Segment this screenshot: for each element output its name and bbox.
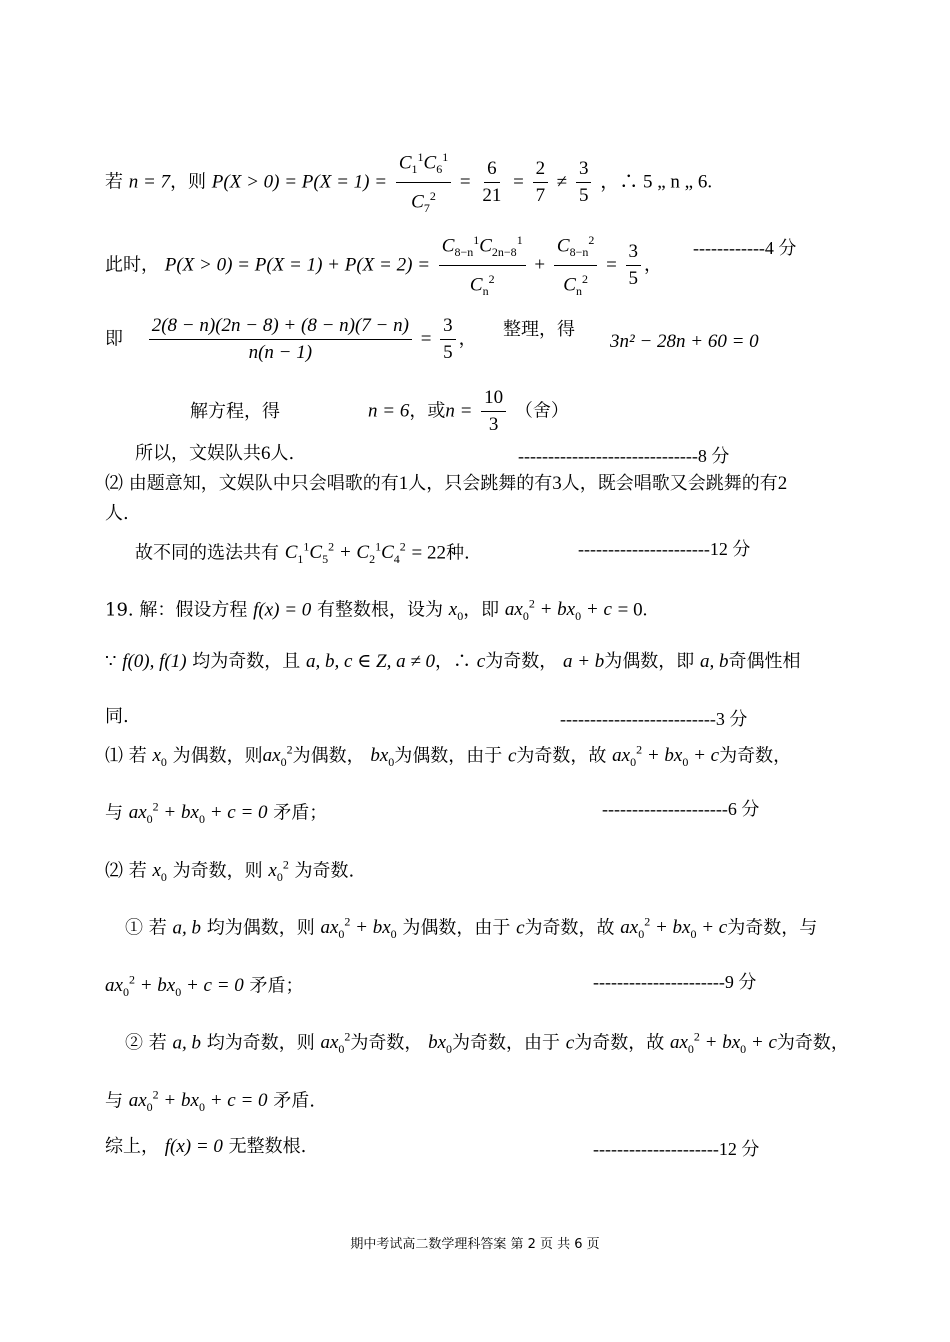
line-15: ① 若 a, b 均为偶数，则 $ax_0^2 + bx_0$ 为偶数，由于 c为奇数，故 $ax_0^2 + bx_0 + c$为奇数，与	[125, 915, 818, 942]
text: ，	[458, 328, 477, 350]
text: ，即	[463, 599, 500, 621]
math: c	[476, 651, 486, 672]
math: C	[398, 152, 412, 174]
text: 为奇数，故	[574, 1032, 665, 1054]
math: ，∴ 5 „ n „ 6.	[600, 171, 713, 193]
math: 2	[533, 157, 549, 183]
math: P(X > 0) = P(X = 1) =	[211, 171, 388, 193]
text: 为奇数，则	[172, 860, 263, 882]
fraction	[533, 157, 549, 208]
math: 6	[484, 157, 500, 183]
text: 19. 解：假设方程	[105, 599, 248, 621]
math: 2	[777, 473, 788, 494]
math: 10	[481, 386, 506, 412]
line-5	[135, 442, 294, 466]
text: 为奇数.	[294, 860, 355, 882]
page-footer: 期中考试高二数学理科答案 第 2 页 共 6 页	[350, 1237, 600, 1252]
line-12: ⑴ 若 $x_0$ 为偶数，则$ax_0^2$为偶数， $bx_0$为偶数，由于 c为奇数，故 $ax_0^2 + bx_0 + c$为奇数，	[105, 743, 792, 770]
score-3: --------------------------3 分	[560, 709, 748, 729]
text: 人，既会唱歌又会跳舞的有	[561, 473, 778, 494]
math: n(n − 1)	[248, 342, 313, 363]
text: 为奇数，与	[727, 917, 818, 939]
math: 1	[398, 473, 409, 494]
line-3-eq	[610, 330, 759, 354]
text: ⑴ 若	[105, 745, 147, 767]
line-17: ② 若 a, b 均为奇数，则 $ax_0^2$为奇数， $bx_0$为奇数，由于 c为奇数，故 $ax_0^2 + bx_0 + c$为奇数，	[125, 1030, 849, 1057]
math: a, b	[172, 917, 201, 939]
text: 综上，	[105, 1136, 159, 1157]
math: 5	[578, 185, 589, 207]
text: ② 若	[125, 1032, 167, 1054]
text: 矛盾；	[249, 975, 304, 997]
math: 3	[576, 157, 592, 183]
math: f(x) = 0	[253, 599, 312, 621]
math: n = 6	[368, 400, 410, 422]
fraction	[576, 157, 592, 208]
text: 种.	[446, 542, 470, 564]
math: =	[606, 254, 617, 276]
text: 与	[105, 802, 123, 824]
math: 3	[552, 473, 562, 494]
fraction: $\frac{C_{8-n}^1C_{2n-8}^1}{C_n^2}$	[439, 228, 526, 303]
text: 为偶数，由于	[402, 917, 511, 939]
math: c	[565, 1032, 575, 1054]
fraction	[479, 157, 504, 208]
math: P(X > 0) = P(X = 1) + P(X = 2) =	[164, 254, 431, 276]
math: n = 7	[128, 171, 171, 193]
text: ，则	[170, 171, 207, 193]
text: 故不同的选法共有	[135, 542, 279, 564]
math: 3	[440, 314, 456, 340]
math: f(0), f(1)	[122, 651, 187, 672]
text: 矛盾；	[273, 802, 328, 824]
text: 为偶数，即	[604, 651, 695, 672]
score-4: ------------4 分	[693, 238, 797, 258]
fraction	[481, 386, 506, 437]
text: 有整数根，设为	[317, 599, 444, 621]
math: 5	[443, 342, 453, 363]
line-3-right	[503, 318, 575, 342]
text: 若	[105, 171, 123, 193]
line-10	[105, 650, 801, 674]
line-18: 与 $ax_0^2 + bx_0 + c = 0$ 矛盾.	[105, 1088, 315, 1115]
math: 3	[626, 240, 642, 266]
line-9: 19. 解：假设方程 f(x) = 0 有整数根，设为 $x_0$，即 $ax_0^2 + bx_0 + c = 0$.	[105, 597, 648, 624]
math: a, b	[700, 651, 729, 672]
text: 此时，	[105, 254, 159, 276]
math: ≠	[556, 171, 568, 193]
score-6: ---------------------6 分	[602, 799, 760, 819]
line-2	[105, 228, 662, 303]
line-4	[190, 400, 280, 424]
math: 21	[482, 185, 502, 207]
text: 均为奇数，则	[206, 1032, 315, 1054]
text: 人，只会跳舞的有	[408, 473, 553, 494]
math: f(x) = 0	[164, 1136, 223, 1157]
math: x	[448, 599, 458, 621]
math: a, b, c ∈ Z, a ≠ 0	[306, 651, 436, 672]
text: ∵	[105, 651, 117, 672]
fraction	[440, 314, 456, 365]
text: 为奇数，故	[516, 745, 607, 767]
fraction: $\frac{C_1^1C_6^1}{C_7^2}$	[396, 145, 451, 220]
math: 6	[261, 443, 271, 464]
math: 3	[488, 414, 499, 435]
text: 无整数根.	[228, 1136, 307, 1157]
math: = 0.	[617, 599, 648, 621]
text: 为奇数，	[485, 651, 558, 672]
line-11	[105, 705, 129, 729]
text: 即	[105, 328, 123, 350]
text: 与	[105, 1090, 123, 1112]
text: 为偶数，则	[172, 745, 263, 767]
text: ，或	[409, 400, 446, 422]
text: ，∴	[435, 651, 472, 672]
line-1	[105, 145, 712, 220]
math: 3n² − 28n + 60 = 0	[610, 331, 759, 352]
text: 为奇数，由于	[452, 1032, 561, 1054]
math: 2(8 − n)(2n − 8) + (8 − n)(7 − n)	[149, 314, 412, 340]
math: a + b	[562, 651, 605, 672]
text: 均为偶数，则	[206, 917, 315, 939]
math: c	[507, 745, 517, 767]
math: C	[411, 191, 424, 213]
math: c	[516, 917, 525, 939]
fraction: $\frac{C_{8-n}^2}{C_n^2}$	[554, 228, 597, 303]
text: 解方程，得	[190, 401, 280, 422]
math: +	[534, 254, 546, 276]
text: 为偶数，由于	[394, 745, 503, 767]
math: 5	[628, 268, 639, 290]
line-16: $ax_0^2 + bx_0 + c = 0$ 矛盾；	[105, 973, 304, 1000]
text: 矛盾.	[273, 1090, 315, 1112]
text: 为奇数，	[776, 1032, 849, 1054]
math: C	[423, 152, 437, 174]
score-12b: ---------------------12 分	[593, 1139, 760, 1159]
line-14: ⑵ 若 $x_0$ 为奇数，则 $x_0^2$ 为奇数.	[105, 858, 355, 885]
fraction	[626, 240, 642, 291]
line-4-eq	[368, 386, 569, 437]
math: 7	[535, 185, 546, 207]
fraction	[149, 314, 412, 365]
math: =	[513, 171, 524, 193]
line-19	[105, 1135, 306, 1159]
text: 整理，得	[503, 319, 575, 340]
text: ⑵ 若	[105, 860, 147, 882]
line-13: 与 $ax_0^2 + bx_0 + c = 0$ 矛盾；	[105, 800, 328, 827]
math: = 22	[411, 542, 446, 564]
text: ① 若	[125, 917, 167, 939]
text: 为奇数，故	[524, 917, 615, 939]
text: （舍）	[514, 400, 569, 422]
text: 所以，文娱队共	[135, 443, 261, 464]
text: 为偶数，	[292, 745, 365, 767]
math: n =	[445, 400, 473, 422]
score-9: ----------------------9 分	[593, 972, 757, 992]
text: 均为奇数，且	[192, 651, 301, 672]
line-7	[105, 502, 129, 526]
text: ，	[644, 254, 663, 276]
math: a, b	[172, 1032, 201, 1054]
text: 为奇数，	[350, 1032, 423, 1054]
text: 为奇数，	[719, 745, 792, 767]
line-3	[105, 314, 477, 365]
math: =	[420, 328, 432, 350]
text: 人.	[105, 503, 129, 524]
line-8: 故不同的选法共有 $C_1^1C_5^2 + C_2^1C_4^2 = 22$种.	[135, 540, 470, 567]
text: 人.	[270, 443, 295, 464]
score-8: ------------------------------8 分	[518, 446, 730, 466]
math: =	[459, 171, 471, 193]
text: ⑵ 由题意知，文娱队中只会唱歌的有	[105, 473, 399, 494]
score-12a: ----------------------12 分	[578, 539, 751, 559]
line-6	[105, 472, 787, 496]
text: 同.	[105, 706, 129, 727]
text: 奇偶性相	[728, 651, 801, 672]
